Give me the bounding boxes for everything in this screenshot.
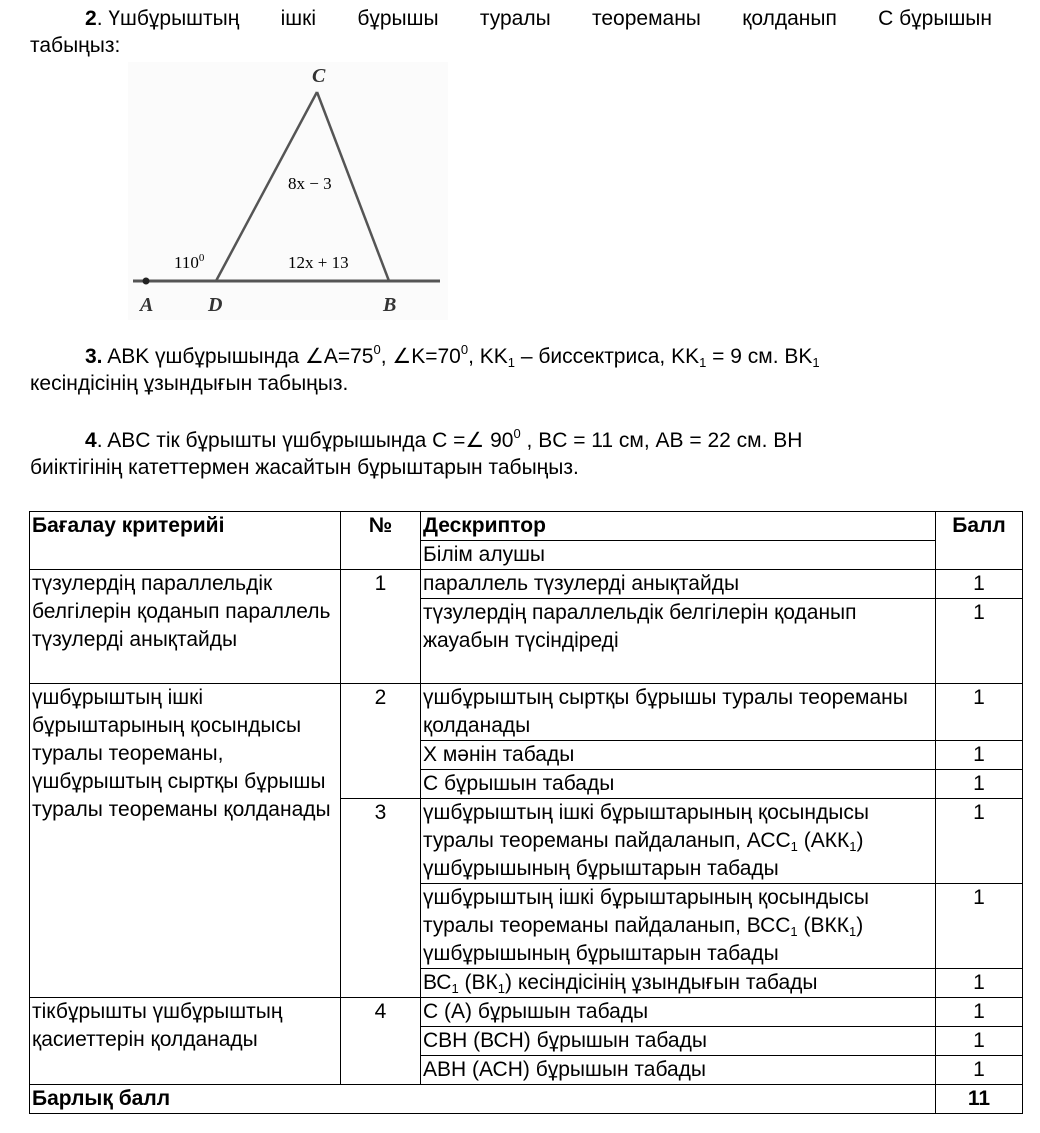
label-a: A [140, 294, 154, 316]
task-3-line-2: кесіндісінің ұзындығын табыңыз. [30, 372, 349, 395]
angle-b-expression: 12x + 13 [288, 253, 349, 272]
descriptor-cell: үшбұрыштың ішкі бұрыштарының қосындысы туралы теореманы пайдаланып, $ВСС_1$ $(ВКК_1)$ үшбұрышының бұрыштарын табады [421, 884, 936, 969]
task-3-number: 3. [85, 345, 103, 368]
header-criterion: Бағалау критерийі [30, 512, 341, 570]
angle-c-expression: 8x − 3 [288, 174, 332, 193]
descriptor-cell: түзулердің параллельдік белгілерін қоданып жауабын түсіндіреді [421, 599, 936, 684]
triangle-diagram [128, 62, 448, 320]
total-score: 11 [936, 1085, 1023, 1114]
task-3-line-1: 3. ABK үшбұрышында $\angle A=75^0$, $\angle K=70^0$, $KK_1$ – биссектриса, $KK_1 = 9$ см. $BK_1$ [85, 342, 820, 370]
point-a-dot [143, 278, 150, 285]
task-2-number: 2 [85, 7, 97, 30]
criterion-cell: тікбұрышты үшбұрыштың қасиеттерін қолданады [30, 998, 341, 1085]
task-4-number: 4 [85, 429, 97, 452]
header-descriptor: Дескриптор [421, 512, 936, 541]
triangle-figure [128, 62, 448, 320]
criterion-cell: үшбұрыштың ішкі бұрыштарының қосындысы туралы теореманы, үшбұрыштың сыртқы бұрышы туралы теореманы қолданады [30, 684, 341, 998]
table-row [30, 998, 1023, 1027]
descriptor-cell: Х мәнін табады [421, 741, 936, 770]
table-row [30, 570, 1023, 599]
header-descriptor-sub: Білім алушы [421, 541, 936, 570]
descriptor-cell: параллель түзулерді анықтайды [421, 570, 936, 599]
header-number: № [341, 512, 421, 570]
label-d: D [208, 294, 223, 316]
table-row [30, 684, 1023, 741]
score-cell: 1 [936, 570, 1023, 599]
descriptor-cell: үшбұрыштың ішкі бұрыштарының қосындысы туралы теореманы пайдаланып, $АСС_1$ $(АКК_1)$ үшбұрышының бұрыштарын табады [421, 799, 936, 884]
task-2-statement [30, 5, 992, 59]
task-3-statement [30, 343, 992, 397]
assessment-criteria-table [29, 511, 1023, 1114]
score-cell: 1 [936, 884, 1023, 969]
total-label: Барлық балл [30, 1085, 936, 1114]
task-number-cell: 3 [341, 799, 421, 998]
task-2-line-2: табыңыз: [30, 34, 121, 57]
score-cell: 1 [936, 998, 1023, 1027]
label-c: C [312, 65, 326, 87]
label-b: B [383, 294, 397, 316]
total-row [30, 1085, 1023, 1114]
score-cell: 1 [936, 684, 1023, 741]
header-score: Балл [936, 512, 1023, 570]
descriptor-cell: С бұрышын табады [421, 770, 936, 799]
criterion-cell: түзулердің параллельдік белгілерін қоданып параллель түзулерді анықтайды [30, 570, 341, 684]
task-2-line-1: 2. Үшбұрыштың ішкі бұрышы туралы теореманы қолданып C бұрышын [85, 7, 992, 30]
descriptor-cell: үшбұрыштың сыртқы бұрышы туралы теореманы қолданады [421, 684, 936, 741]
score-cell: 1 [936, 599, 1023, 684]
task-number-cell: 1 [341, 570, 421, 684]
descriptor-cell: АВН (АСН) бұрышын табады [421, 1056, 936, 1085]
task-number-cell: 2 [341, 684, 421, 799]
angle-d-exterior: $110^0$ [174, 252, 205, 272]
descriptor-cell: $ВС_1$ $(ВК_1)$ кесіндісінің ұзындығын табады [421, 969, 936, 998]
descriptor-cell: СВН (ВСН) бұрышын табады [421, 1027, 936, 1056]
table-header-row [30, 512, 1023, 541]
descriptor-cell: С (А) бұрышын табады [421, 998, 936, 1027]
score-cell: 1 [936, 799, 1023, 884]
task-number-cell: 4 [341, 998, 421, 1085]
score-cell: 1 [936, 1056, 1023, 1085]
task-4-line-2: биіктігінің катеттермен жасайтын бұрыштарын табыңыз. [30, 456, 579, 479]
score-cell: 1 [936, 969, 1023, 998]
task-4-line-1: 4. ABC тік бұрышты үшбұрышында C =∠ $90^0$ , BC = 11 см, AB = 22 см. BH [85, 426, 803, 452]
score-cell: 1 [936, 1027, 1023, 1056]
task-4-statement [30, 427, 992, 481]
score-cell: 1 [936, 770, 1023, 799]
score-cell: 1 [936, 741, 1023, 770]
